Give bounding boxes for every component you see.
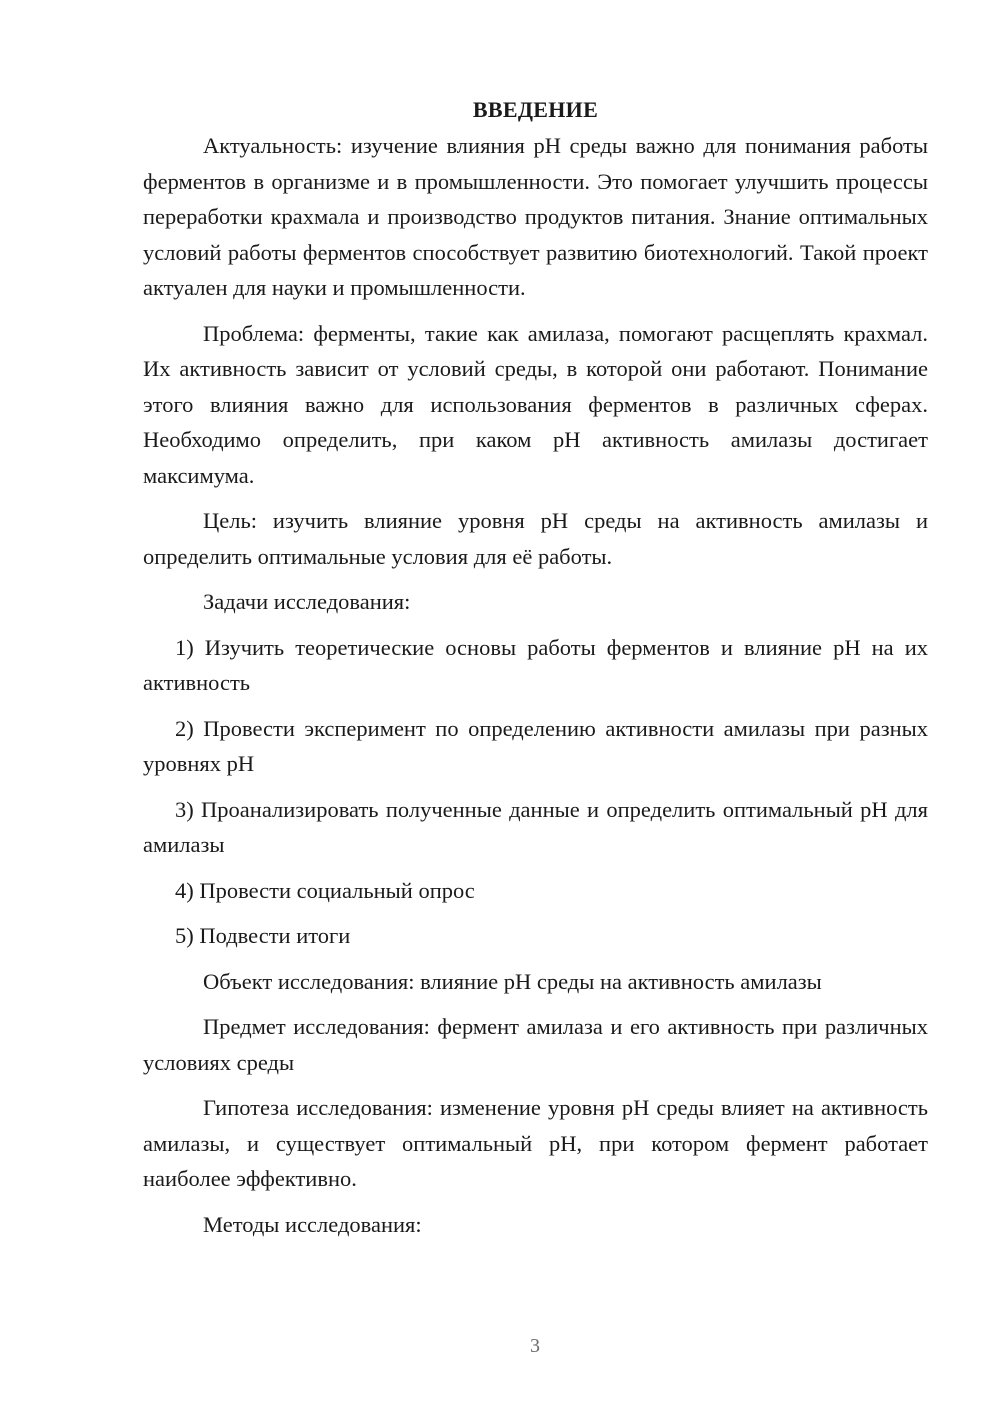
problem-paragraph: Проблема: ферменты, такие как амилаза, помогают расщеплять крахмал. Их активность зависит от условий среды, в которой они работают. Понимание этого влияния важно для использования ферментов в различных сферах. Необходимо определить, при каком pH активность амилазы достигает максимума. — [143, 320, 928, 488]
section-heading: ВВЕДЕНИЕ — [472, 97, 599, 122]
relevance-paragraph: Актуальность: изучение влияния pH среды важно для понимания работы ферментов в организме и в промышленности. Это помогает улучшить процессы переработки крахмала и производство продуктов питания. Знание оптимальных условий работы ферментов способствует развитию биотехнологий. Такой проект актуален для науки и промышленности. — [143, 133, 928, 300]
page-number: 3 — [530, 1335, 540, 1357]
task-item-2: 2) Провести эксперимент по определению активности амилазы при разных уровнях pH — [143, 715, 928, 776]
subject-paragraph: Предмет исследования: фермент амилаза и его активность при различных условиях среды — [143, 1014, 928, 1075]
tasks-title: Задачи исследования: — [203, 589, 411, 614]
task-item-1: 1) Изучить теоретические основы работы ферментов и влияние pH на их активность — [143, 634, 928, 695]
hypothesis-paragraph: Гипотеза исследования: изменение уровня pH среды влияет на активность амилазы, и существует оптимальный pH, при котором фермент работает наиболее эффективно. — [143, 1095, 928, 1191]
task-item-4: 4) Провести социальный опрос — [175, 877, 475, 903]
task-item-5: 5) Подвести итоги — [175, 923, 351, 948]
task-item-3: 3) Проанализировать полученные данные и определить оптимальный pH для амилазы — [143, 796, 928, 857]
goal-paragraph: Цель: изучить влияние уровня pH среды на активность амилазы и определить оптимальные условия для её работы. — [143, 508, 928, 569]
object-paragraph: Объект исследования: влияние pH среды на активность амилазы — [203, 968, 822, 994]
document-page — [143, 92, 928, 1242]
methods-title: Методы исследования: — [203, 1211, 422, 1237]
